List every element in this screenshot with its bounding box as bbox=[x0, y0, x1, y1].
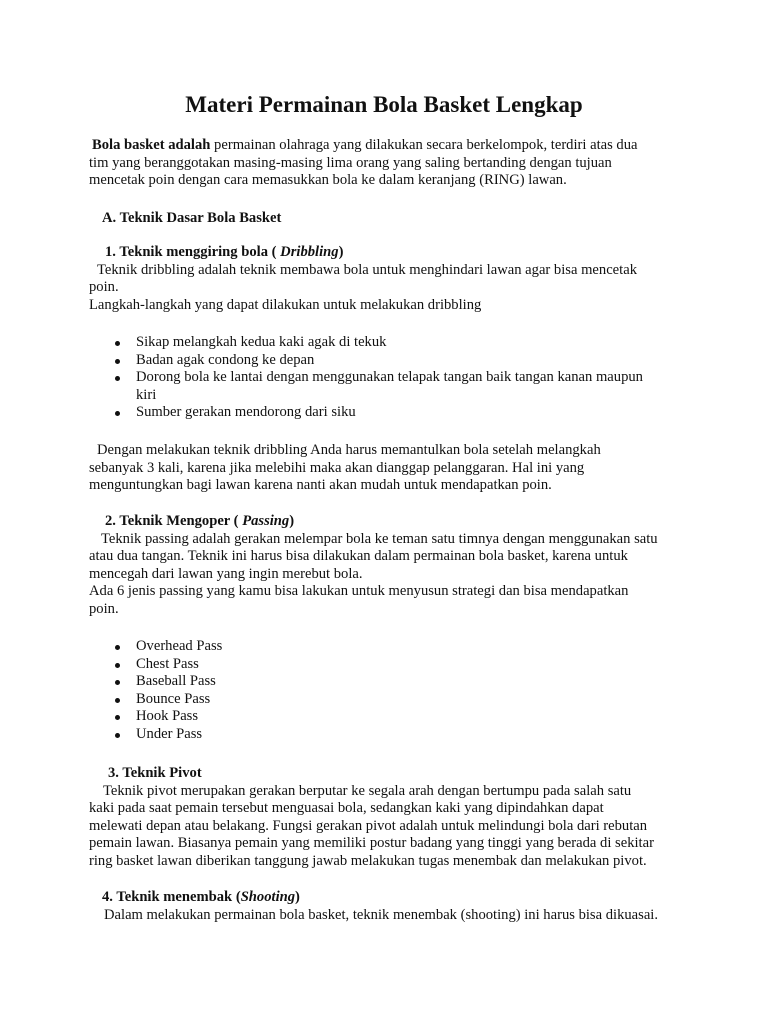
shooting-heading-text: 4. Teknik menembak ( bbox=[102, 889, 241, 905]
passing-heading-text: 2. Teknik Mengoper ( bbox=[105, 513, 243, 529]
dribbling-heading-italic: Dribbling bbox=[280, 244, 339, 260]
passing-types-list bbox=[89, 638, 689, 744]
bullet-icon bbox=[115, 341, 120, 346]
passing-p2-line1: Ada 6 jenis passing yang kamu bisa lakukan untuk menyusun strategi dan bisa mendapatkan bbox=[89, 583, 629, 600]
shooting-heading-suffix: ) bbox=[295, 889, 300, 905]
list-item-text: Sumber gerakan mendorong dari siku bbox=[136, 404, 356, 421]
list-item-text: Bounce Pass bbox=[136, 690, 211, 707]
dribbling-p2: Langkah-langkah yang dapat dilakukan untuk melakukan dribbling bbox=[89, 296, 482, 313]
pivot-line: kaki pada saat pemain tersebut menguasai bola, sedangkan kaki yang dipindahkan dapat bbox=[89, 800, 604, 817]
list-item bbox=[89, 638, 689, 656]
list-item-text-cont: kiri bbox=[136, 386, 157, 403]
list-item bbox=[89, 404, 689, 422]
shooting-section bbox=[89, 889, 689, 924]
list-item-text: Dorong bola ke lantai dengan menggunakan telapak tangan baik tangan kanan maupun bbox=[136, 369, 643, 386]
dribbling-p3 bbox=[89, 442, 689, 495]
page-title: Materi Permainan Bola Basket Lengkap bbox=[185, 92, 583, 117]
passing-heading-suffix: ) bbox=[289, 513, 295, 529]
dribbling-p1-line1: Teknik dribbling adalah teknik membawa bola untuk menghindari lawan agar bisa mencetak bbox=[97, 261, 637, 278]
list-item bbox=[89, 726, 689, 744]
pivot-heading: 3. Teknik Pivot bbox=[108, 765, 202, 781]
bullet-icon bbox=[115, 411, 120, 416]
dribbling-p3-line1: Dengan melakukan teknik dribbling Anda harus memantulkan bola setelah melangkah bbox=[97, 442, 601, 458]
pivot-line: pemain lawan. Biasanya pemain yang memiliki postur badang yang tinggi yang berada di sekitar bbox=[89, 835, 654, 852]
list-item-text: Baseball Pass bbox=[136, 673, 216, 690]
bullet-icon bbox=[115, 715, 120, 720]
list-item bbox=[89, 708, 689, 726]
list-item bbox=[89, 369, 689, 404]
passing-section bbox=[89, 513, 689, 619]
bullet-icon bbox=[115, 680, 120, 685]
section-a-heading: A. Teknik Dasar Bola Basket bbox=[102, 210, 282, 226]
list-item bbox=[89, 691, 689, 709]
intro-paragraph bbox=[89, 137, 689, 190]
dribbling-p3-line2: sebanyak 3 kali, karena jika melebihi maka akan dianggap pelanggaran. Hal ini yang bbox=[89, 459, 585, 476]
list-item bbox=[89, 352, 689, 370]
passing-heading bbox=[89, 513, 689, 531]
list-item-text: Chest Pass bbox=[136, 655, 199, 672]
dribbling-heading-suffix: ) bbox=[338, 244, 344, 260]
pivot-section bbox=[89, 765, 689, 871]
dribbling-p1-line2: poin. bbox=[89, 279, 119, 296]
list-item bbox=[89, 673, 689, 691]
intro-line1: permainan olahraga yang dilakukan secara berkelompok, terdiri atas dua bbox=[210, 137, 638, 153]
list-item bbox=[89, 656, 689, 674]
list-item-text: Under Pass bbox=[136, 725, 203, 742]
dribbling-heading-text: 1. Teknik menggiring bola ( bbox=[105, 244, 281, 260]
passing-p1-line3: mencegah dari lawan yang ingin merebut bola. bbox=[89, 565, 363, 582]
bullet-icon bbox=[115, 733, 120, 738]
passing-heading-italic: Passing bbox=[242, 513, 290, 529]
list-item bbox=[89, 334, 689, 352]
intro-line2: tim yang beranggotakan masing-masing lima orang yang saling bertanding dengan tujuan bbox=[89, 154, 612, 171]
bullet-icon bbox=[115, 698, 120, 703]
intro-bold-lead: Bola basket adalah bbox=[92, 137, 211, 153]
pivot-line: melewati depan atau belakang. Fungsi gerakan pivot adalah untuk melindungi bola dari rebutan bbox=[89, 817, 648, 834]
bullet-icon bbox=[115, 645, 120, 650]
shooting-heading bbox=[89, 889, 689, 907]
list-item-text: Hook Pass bbox=[136, 708, 199, 725]
list-item-text: Sikap melangkah kedua kaki agak di tekuk bbox=[136, 334, 387, 350]
dribbling-section bbox=[89, 244, 689, 314]
passing-p2-line2: poin. bbox=[89, 600, 119, 617]
dribbling-p3-line3: menguntungkan bagi lawan karena nanti akan mudah untuk mendapatkan poin. bbox=[89, 477, 552, 494]
shooting-p1: Dalam melakukan permainan bola basket, teknik menembak (shooting) ini harus bisa dikuasai. bbox=[104, 906, 659, 923]
list-item-text: Badan agak condong ke depan bbox=[136, 351, 315, 368]
bullet-icon bbox=[115, 359, 120, 364]
intro-line3: mencetak poin dengan cara memasukkan bola ke dalam keranjang (RING) lawan. bbox=[89, 172, 567, 189]
bullet-icon bbox=[115, 663, 120, 668]
shooting-heading-italic: Shooting bbox=[240, 889, 296, 905]
bullet-icon bbox=[115, 376, 120, 381]
passing-p1-line1: Teknik passing adalah gerakan melempar bola ke teman satu timnya dengan menggunakan satu bbox=[101, 530, 658, 547]
pivot-line: Teknik pivot merupakan gerakan berputar ke segala arah dengan bertumpu pada salah satu bbox=[103, 782, 632, 799]
dribbling-heading bbox=[89, 244, 689, 262]
passing-p1-line2: atau dua tangan. Teknik ini harus bisa dilakukan dalam permainan bola basket, karena untuk bbox=[89, 548, 628, 565]
dribbling-steps-list bbox=[89, 334, 689, 422]
pivot-line: ring basket lawan diberikan tanggung jawab melakukan tugas menembak dan melakukan pivot. bbox=[89, 852, 647, 869]
list-item-text: Overhead Pass bbox=[136, 638, 223, 654]
